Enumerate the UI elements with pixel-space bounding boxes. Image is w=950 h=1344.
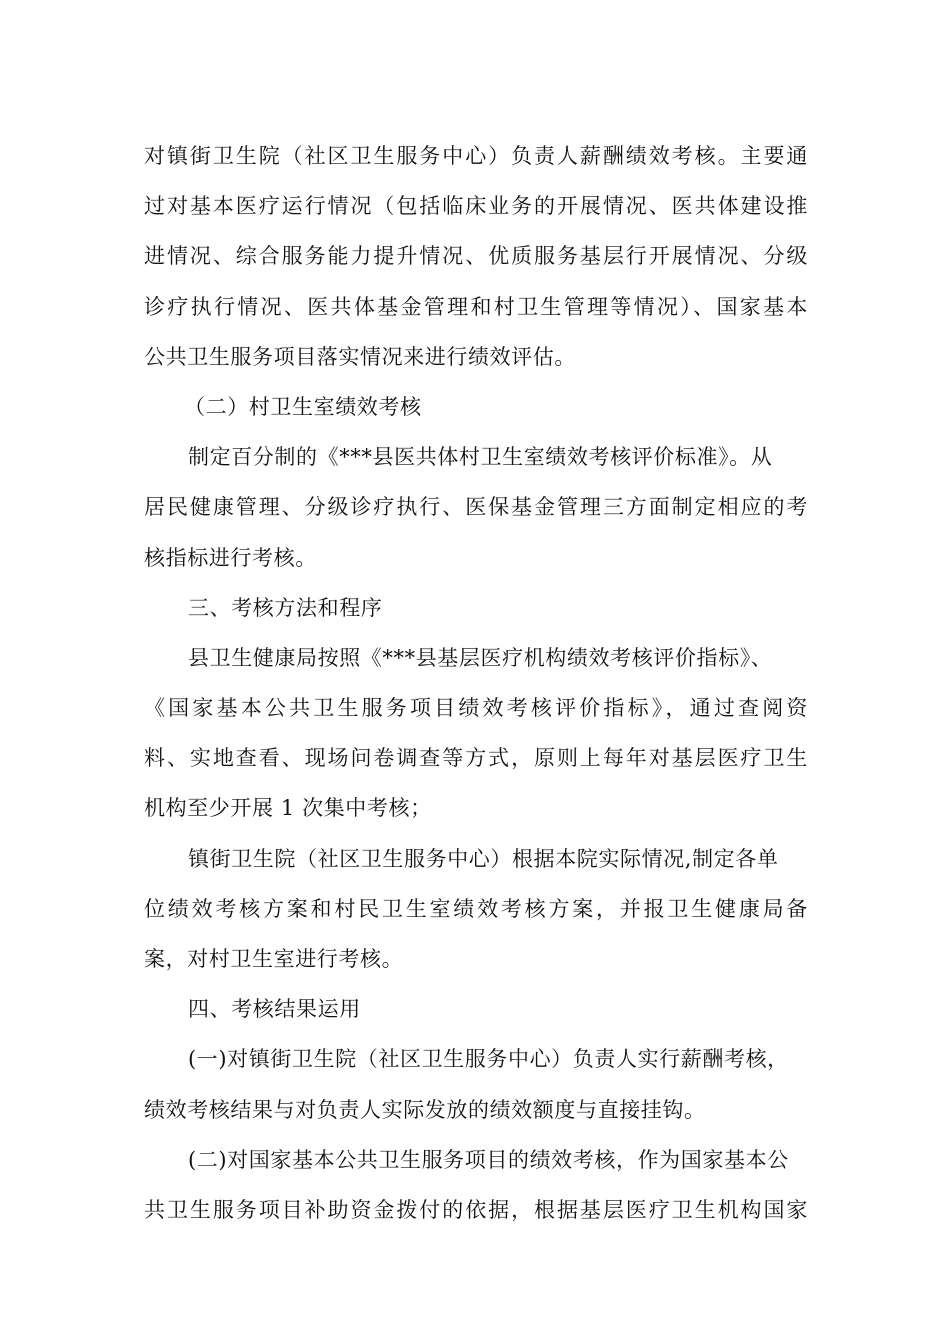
document-body: [144, 131, 808, 1235]
paragraph-line: (二)对国家基本公共卫生服务项目的绩效考核，作为国家基本公: [188, 1147, 789, 1172]
paragraph-line: 《国家基本公共卫生服务项目绩效考核评价指标》，通过查阅资: [144, 696, 808, 721]
paragraph-line: 绩效考核结果与对负责人实际发放的绩效额度与直接挂钩。: [144, 1097, 706, 1122]
paragraph-line: 居民健康管理、分级诊疗执行、医保基金管理三方面制定相应的考: [144, 495, 808, 520]
paragraph-line: 进情况、综合服务能力提升情况、优质服务基层行开展情况、分级: [144, 244, 808, 269]
paragraph-line: 共卫生服务项目补助资金拨付的依据，根据基层医疗卫生机构国家: [144, 1197, 808, 1222]
paragraph-line: 诊疗执行情况、医共体基金管理和村卫生管理等情况）、国家基本: [144, 294, 808, 319]
paragraph-line: 案，对村卫生室进行考核。: [144, 947, 404, 971]
paragraph-line: 镇街卫生院（社区卫生服务中心）根据本院实际情况,制定各单: [188, 846, 779, 871]
paragraph-line: 位绩效考核方案和村民卫生室绩效考核方案，并报卫生健康局备: [144, 896, 808, 921]
paragraph-line: 机构至少开展 1 次集中考核；: [144, 796, 432, 821]
paragraph-line: 制定百分制的《***县医共体村卫生室绩效考核评价标准》。从: [188, 445, 773, 470]
paragraph-line: 对镇街卫生院（社区卫生服务中心）负责人薪酬绩效考核。主要通: [144, 144, 808, 168]
paragraph-line: (一)对镇街卫生院（社区卫生服务中心）负责人实行薪酬考核，: [188, 1047, 789, 1072]
section-heading: 四、考核结果运用: [188, 997, 361, 1022]
paragraph-line: 核指标进行考核。: [144, 545, 317, 570]
paragraph-line: 县卫生健康局按照《***县基层医疗机构绩效考核评价指标》、: [188, 645, 773, 670]
paragraph-line: 料、实地查看、现场问卷调查等方式，原则上每年对基层医疗卫生: [144, 746, 808, 771]
paragraph-line: 公共卫生服务项目落实情况来进行绩效评估。: [144, 344, 576, 369]
section-heading: 三、考核方法和程序: [188, 595, 383, 620]
section-heading: （二）村卫生室绩效考核: [184, 394, 422, 419]
paragraph-line: 过对基本医疗运行情况（包括临床业务的开展情况、医共体建设推: [144, 194, 808, 219]
